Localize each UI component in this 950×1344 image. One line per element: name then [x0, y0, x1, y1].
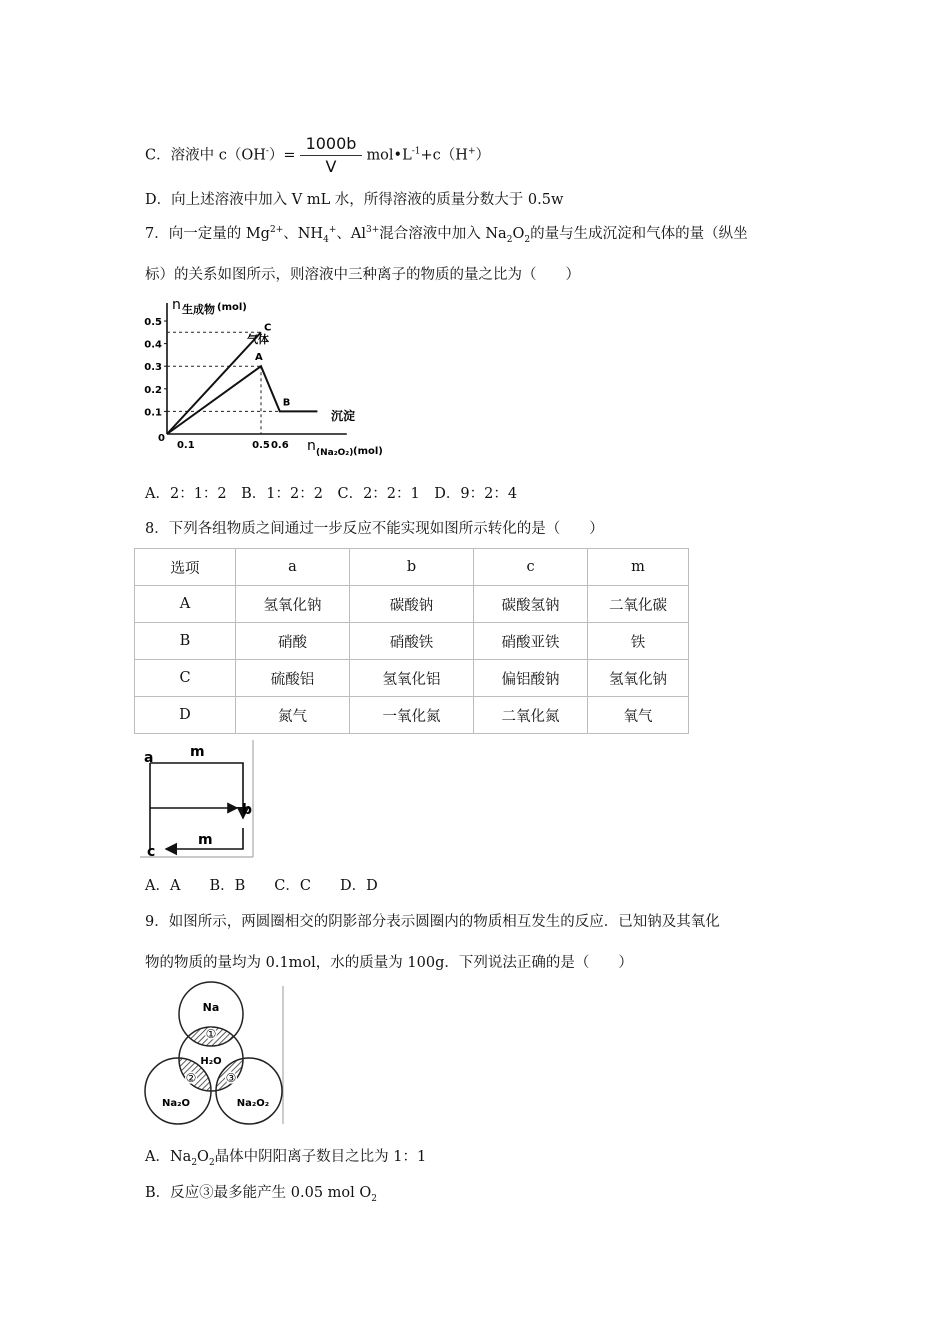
y-tick-label: 0.4	[144, 339, 162, 351]
node-b: b	[242, 802, 253, 818]
table-cell: 氢氧化钠	[236, 586, 350, 623]
y-axis-label-unit: (mol)	[217, 302, 247, 313]
x-axis-label-n: n	[307, 438, 316, 454]
q9-option-a	[145, 1147, 426, 1167]
table-cell: 氮气	[236, 697, 350, 734]
table-cell: 硫酸铝	[236, 660, 350, 697]
table-header-cell: m	[588, 549, 689, 586]
table-header-cell: c	[474, 549, 588, 586]
series-line-precipitate	[167, 366, 317, 434]
q6-option-d: D．向上述溶液中加入 V mL 水，所得溶液的质量分数大于 0.5w	[145, 192, 564, 208]
circle-na2o	[145, 1058, 211, 1124]
text: 晶体中阴阳离子数目之比为 1：1	[214, 1149, 427, 1165]
venn-label-na2o2: Na₂O₂	[236, 1098, 270, 1109]
q9-stem-line1: 9．如图所示，两圆圈相交的阴影部分表示圆圈内的物质相互发生的反应．已知钠及其氧化	[145, 914, 720, 930]
table-row	[135, 623, 689, 660]
text: A．Na	[145, 1149, 192, 1165]
table-row	[135, 697, 689, 734]
text: 、NH	[283, 226, 324, 242]
node-c: c	[147, 844, 156, 860]
venn-label-1: ①	[205, 1027, 217, 1041]
sup: +	[328, 225, 337, 236]
text: B．反应③最多能产生 0.05 mol O	[145, 1185, 372, 1201]
table-cell: 碳酸氢钠	[474, 586, 588, 623]
table-cell: A	[135, 586, 236, 623]
label-precipitate: 沉淀	[331, 409, 356, 423]
table-cell: 二氧化碳	[588, 586, 689, 623]
sup: 2+	[269, 225, 284, 236]
venn-label-na: Na	[202, 1001, 220, 1014]
q6-option-c	[145, 134, 490, 177]
text: ）	[475, 147, 490, 164]
q7-answers: A．2：1：2 B．1：2：2 C．2：2：1 D．9：2：4	[145, 486, 518, 502]
table-cell: 硝酸亚铁	[474, 623, 588, 660]
q7-chart	[144, 295, 400, 465]
table-header-cell: a	[236, 549, 350, 586]
text: 、Al	[336, 226, 366, 242]
y-tick-label: 0.2	[144, 384, 162, 396]
label-m-top: m	[190, 744, 205, 760]
x-axis-label-unit: (mol)	[353, 446, 383, 457]
table-cell: C	[135, 660, 236, 697]
circle-na2o2	[216, 1058, 282, 1124]
sup: +	[467, 146, 476, 157]
table-cell: 一氧化氮	[350, 697, 474, 734]
sup: 3+	[365, 225, 380, 236]
text: 的量与生成沉淀和气体的量（纵坐	[530, 226, 748, 242]
sub: 2	[371, 1193, 378, 1204]
x-tick-label: 0.5	[252, 440, 270, 451]
table-cell: 碳酸钠	[350, 586, 474, 623]
text: ）=	[268, 147, 296, 164]
text: mol•L	[366, 147, 412, 164]
table-cell: 氧气	[588, 697, 689, 734]
q8-options-table	[134, 548, 689, 734]
y-axis-label-n: n	[172, 297, 181, 313]
table-cell: 氢氧化铝	[350, 660, 474, 697]
table-cell: D	[135, 697, 236, 734]
q8-answers: A．A B．B C．C D．D	[145, 878, 378, 894]
sup: -1	[411, 146, 421, 157]
sub: 2	[208, 1157, 215, 1168]
table-cell: 氢氧化钠	[588, 660, 689, 697]
label-m-bottom: m	[198, 832, 213, 848]
sub: 2	[191, 1157, 198, 1168]
venn-label-2: ②	[185, 1071, 197, 1085]
arrow-a-to-b-via-m	[150, 763, 243, 818]
fraction	[300, 134, 363, 177]
table-cell: 偏铝酸钠	[474, 660, 588, 697]
table-header-row	[135, 549, 689, 586]
q9-stem-line2: 物的物质的量均为 0.1mol，水的质量为 100g．下列说法正确的是（ ）	[145, 955, 633, 971]
text: 混合溶液中加入 Na	[379, 226, 507, 242]
point-label-b: B	[282, 397, 291, 409]
text: O	[512, 226, 525, 242]
venn-label-h2o: H₂O	[200, 1056, 222, 1067]
sup: -	[265, 146, 269, 157]
text: +c（H	[420, 147, 468, 164]
table-header-cell: 选项	[135, 549, 236, 586]
q8-stem: 8．下列各组物质之间通过一步反应不能实现如图所示转化的是（ ）	[145, 521, 604, 537]
point-label-c: C	[264, 322, 272, 334]
y-axis-label-sub: 生成物	[182, 303, 215, 316]
label-gas: 气体	[247, 333, 269, 346]
y-tick-label: 0.5	[144, 317, 162, 328]
sub: 2	[506, 234, 513, 245]
q8-transformation-diagram	[140, 740, 265, 860]
origin-label: 0	[158, 433, 165, 444]
table-cell: 硝酸	[236, 623, 350, 660]
venn-label-na2o: Na₂O	[162, 1098, 190, 1109]
table-row	[135, 586, 689, 623]
q9-option-b	[145, 1183, 377, 1203]
venn-label-3: ③	[225, 1071, 237, 1085]
x-tick-label: 0.6	[270, 440, 289, 451]
table-cell: 二氧化氮	[474, 697, 588, 734]
table-row	[135, 660, 689, 697]
text: O	[197, 1149, 209, 1165]
text: C．溶液中 c（OH	[145, 147, 266, 164]
series-line-gas	[167, 332, 261, 434]
fraction-denominator: V	[325, 157, 337, 176]
x-tick-label: 0.1	[176, 440, 195, 451]
q9-venn-diagram	[143, 984, 288, 1129]
y-tick-label: 0.3	[144, 362, 162, 374]
x-axis-label-sub: (Na₂O₂)	[316, 448, 354, 458]
y-tick-label: 0.1	[144, 407, 162, 419]
node-a: a	[144, 750, 154, 766]
text: 7．向一定量的 Mg	[145, 226, 270, 242]
sub: 4	[323, 234, 329, 245]
chart-series	[167, 332, 317, 434]
point-label-a: A	[255, 352, 263, 364]
fraction-numerator: 1000b	[300, 134, 363, 156]
table-cell: 铁	[588, 623, 689, 660]
table-cell: B	[135, 623, 236, 660]
q7-stem-line2: 标）的关系如图所示，则溶液中三种离子的物质的量之比为（ ）	[145, 267, 580, 283]
table-cell: 硝酸铁	[350, 623, 474, 660]
sub: 2	[524, 234, 531, 245]
chart-guides	[167, 332, 280, 434]
table-header-cell: b	[350, 549, 474, 586]
q7-stem-line1	[145, 224, 748, 244]
